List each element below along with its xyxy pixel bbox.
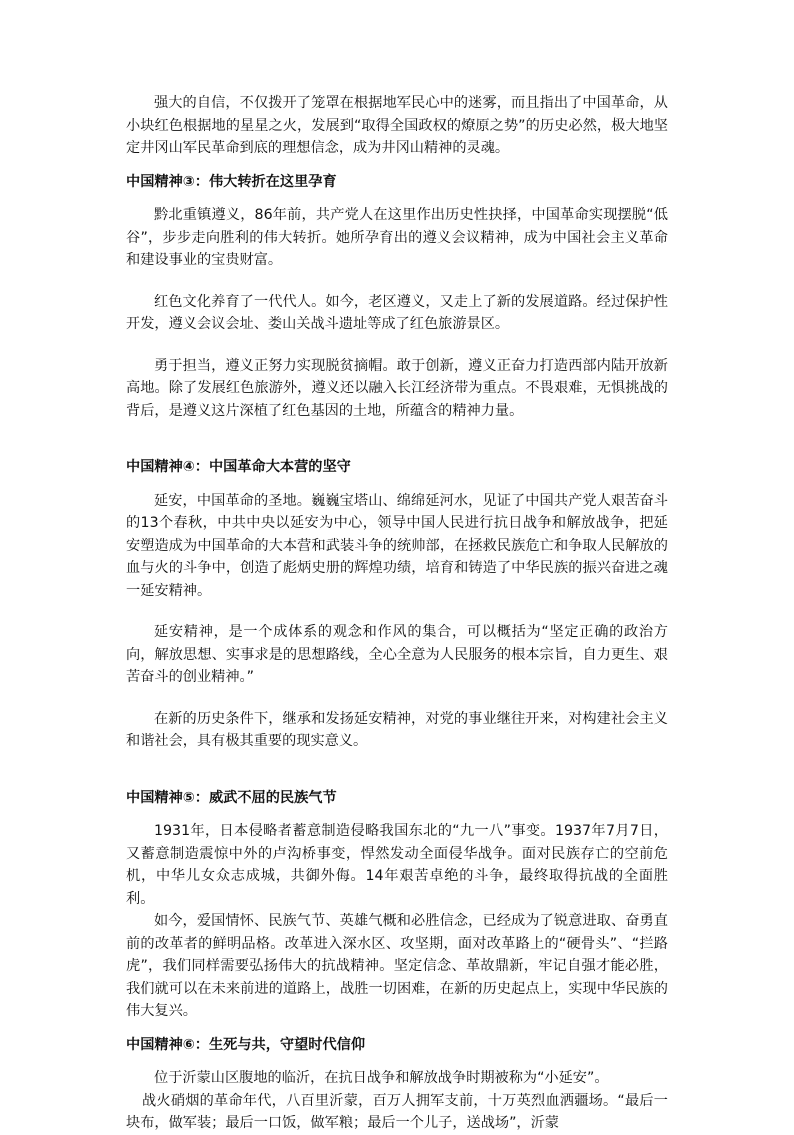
section-5-paragraph-2: 如今，爱国情怀、民族气节、英雄气概和必胜信念，已经成为了锐意进取、奋勇直前的改革者的鲜明品格。改革进入深水区、攻坚期，面对改革路上的“硬骨头”、“拦路虎”，我们同样需要弘扬伟大的抗战精神。坚定信念、革故鼎新，牢记自强才能必胜，我们就可以在未来前进的道路上，战胜一切困难，在新的历史起点上，实现中华民族的伟大复兴。 xyxy=(126,913,668,1019)
section-5-heading: 中国精神⑤：威武不屈的民族气节 xyxy=(126,789,337,806)
section-4-paragraph-2: 延安精神，是一个成体系的观念和作风的集合，可以概括为“坚定正确的政治方向，解放思想、实事求是的思想路线，全心全意为人民服务的根本宗旨，自力更生、艰苦奋斗的创业精神。” xyxy=(126,624,668,685)
intro-paragraph: 强大的自信，不仅拨开了笼罩在根据地军民心中的迷雾，而且指出了中国革命，从小块红色根据地的星星之火，发展到“取得全国政权的燎原之势”的历史必然，极大地坚定井冈山军民革命到底的理想信念，成为井冈山精神的灵魂。 xyxy=(126,95,668,156)
section-6-paragraph-1: 位于沂蒙山区腹地的临沂，在抗日战争和解放战争时期被称为“小延安”。 xyxy=(154,1070,609,1086)
section-6-paragraph-2: 战火硝烟的革命年代，八百里沂蒙，百万人拥军支前，十万英烈血洒疆场。“最后一块布，做军装；最后一口饭，做军粮；最后一个儿子，送战场”，沂蒙 xyxy=(126,1092,668,1131)
section-3-paragraph-2: 红色文化养育了一代代人。如今，老区遵义，又走上了新的发展道路。经过保护性开发，遵义会议会址、娄山关战斗遗址等成了红色旅游景区。 xyxy=(126,293,668,332)
section-6-heading: 中国精神⑥：生死与共，守望时代信仰 xyxy=(126,1036,366,1053)
section-5-paragraph-1: 1931年，日本侵略者蓄意制造侵略我国东北的“九一八”事变。1937年7月7日，又蓄意制造震惊中外的卢沟桥事变，悍然发动全面侵华战争。面对民族存亡的空前危机，中华儿女众志成城，共御外侮。14年艰苦卓绝的斗争，最终取得抗战的全面胜利。 xyxy=(126,823,668,907)
section-3-paragraph-1: 黔北重镇遵义，86年前，共产党人在这里作出历史性抉择，中国革命实现摆脱“低谷”，步步走向胜利的伟大转折。她所孕育出的遵义会议精神，成为中国社会主义革命和建设事业的宝贵财富。 xyxy=(126,207,668,268)
section-4-heading: 中国精神④：中国革命大本营的坚守 xyxy=(126,459,351,475)
section-3-heading: 中国精神③：伟大转折在这里孕育 xyxy=(126,173,337,190)
section-4-paragraph-3: 在新的历史条件下，继承和发扬延安精神，对党的事业继往开来，对构建社会主义和谐社会，具有极其重要的现实意义。 xyxy=(126,710,668,749)
section-3-paragraph-3: 勇于担当，遵义正努力实现脱贫摘帽。敢于创新，遵义正奋力打造西部内陆开放新高地。除了发展红色旅游外，遵义还以融入长江经济带为重点。不畏艰难，无惧挑战的背后，是遵义这片深植了红色基因的土地，所蕴含的精神力量。 xyxy=(126,357,668,419)
document-body xyxy=(126,92,668,1135)
section-4-paragraph-1: 延安，中国革命的圣地。巍巍宝塔山、绵绵延河水，见证了中国共产党人艰苦奋斗的13个春秋，中共中央以延安为中心，领导中国人民进行抗日战争和解放战争，把延安塑造成为中国革命的大本营和武装斗争的统帅部，在拯救民族危亡和争取人民解放的血与火的斗争中，创造了彪炳史册的辉煌功绩，培育和铸造了中华民族的振兴奋进之魂一延安精神。 xyxy=(126,492,668,599)
